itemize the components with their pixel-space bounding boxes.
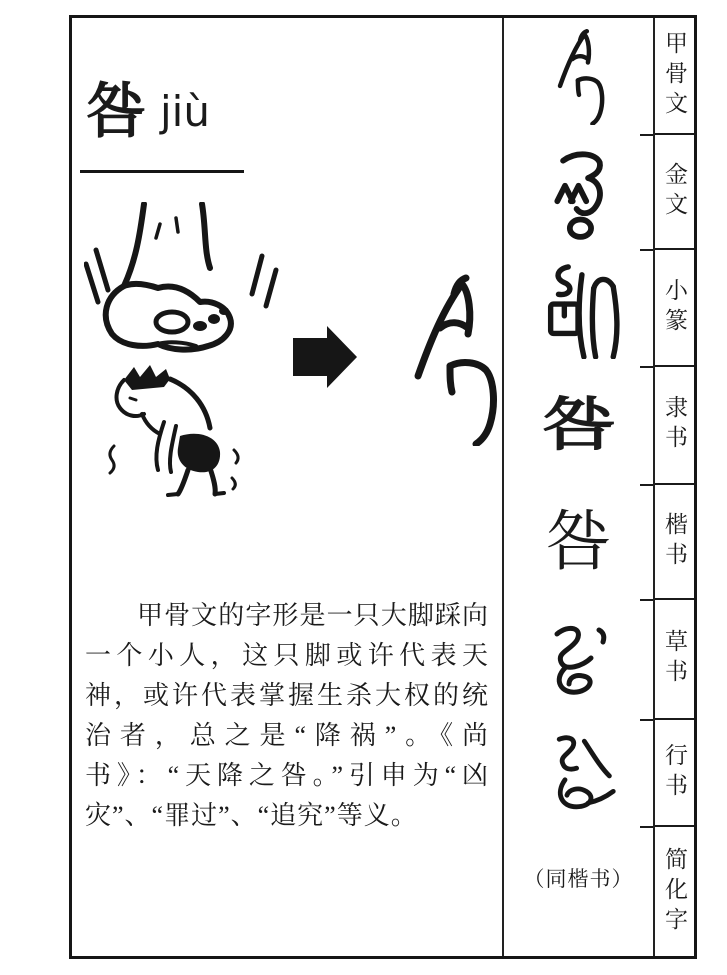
speed-line [266,270,276,306]
clerical-script-glyph: 咎 [541,393,616,458]
sidebar-label-cursive [655,600,694,720]
cowering-person-drawing [110,365,238,495]
script-row-cursive [504,600,653,720]
sidebar-label-text: 甲骨文 [662,30,687,121]
script-names-sidebar [653,18,694,956]
script-row-clerical [504,367,653,485]
regular-script-glyph: 咎 [545,505,612,579]
script-row-regular [504,485,653,600]
sidebar-label-text: 隶书 [662,395,687,455]
speed-line [252,256,262,294]
headword-pinyin: jiù [160,87,210,136]
script-row-simplified [504,827,653,956]
sidebar-label-text: 小篆 [662,277,687,338]
script-row-oracle [504,18,653,135]
headword-character: 咎 [86,79,146,145]
entry-main-area [72,18,502,956]
sidebar-label-simplified [655,827,694,956]
sidebar-label-text: 楷书 [662,511,687,572]
same-as-regular-note: （同楷书） [523,866,634,891]
sidebar-label-text: 行书 [662,742,687,803]
speed-line [96,250,108,290]
sidebar-label-running [655,720,694,827]
script-row-small-seal [504,250,653,367]
page-border [69,15,697,959]
sidebar-label-bronze [655,135,694,250]
sidebar-label-text: 草书 [662,629,687,689]
tremble-mark [234,450,238,463]
foot-drawing [86,204,276,350]
tremble-mark [110,446,114,473]
headword-underline [80,170,244,173]
oracle-bone-glyph-large [404,274,500,446]
cursive-glyph [539,620,619,700]
oracle-bone-glyph [552,29,606,125]
running-script-glyph [538,729,620,819]
sidebar-label-text: 简化字 [662,846,687,937]
script-forms-column [502,18,653,956]
sidebar-label-regular [655,485,694,600]
etymology-paragraph: 甲骨文的字形是一只大脚踩向一个小人，这只脚或许代表天神，或许代表掌握生杀大权的统治者，总之是“降祸”。《尚书》：“天降之咎。”引申为“凶灾”、“罪过”、“追究”等义。 [85,601,489,830]
tremble-mark [232,478,235,489]
bronze-glyph [538,146,620,240]
right-arrow-icon [293,324,357,390]
sidebar-label-clerical [655,367,694,485]
small-seal-glyph [535,259,623,359]
sidebar-label-oracle [655,18,694,135]
script-row-bronze [504,135,653,250]
sidebar-label-text: 金文 [662,161,687,222]
foot-person-illustration [84,202,299,498]
script-row-running [504,720,653,827]
speed-line [86,264,98,302]
headword [86,79,210,145]
sidebar-label-small-seal [655,250,694,367]
